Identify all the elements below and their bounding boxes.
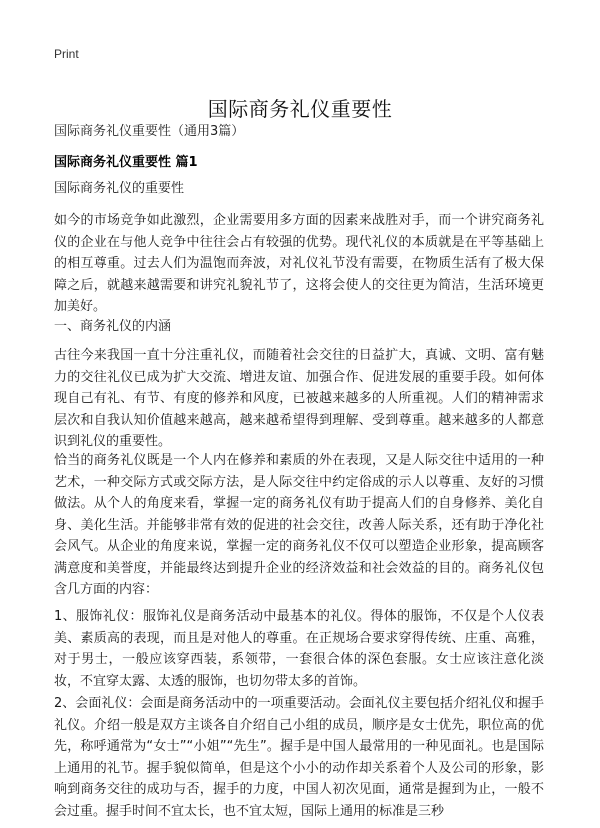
section-heading: 国际商务礼仪重要性 篇1 bbox=[54, 155, 198, 170]
paragraph-subheading: 一、商务礼仪的内涵 bbox=[54, 319, 172, 334]
paragraph-body: 恰当的商务礼仪既是一个人内在修养和素质的外在表现，又是人际交往中适用的一种艺术，一种交际方式或交际方法，是人际交往中约定俗成的示人以尊重、友好的习惯做法。从个人的角度来看，掌握一定的商务礼仪有助于提高人们的自身修养、美化自身、美化生活。并能够非常有效的促进的社会交往，改善人际关系，还有助于净化社会风气。从企业的角度来说，掌握一定的商务礼仪不仅可以塑造企业形象，提高顾客满意度和美誉度，并能最终达到提升企业的经济效益和社会效益的目的。商务礼仪包含几方面的内容： bbox=[54, 453, 544, 597]
paragraph-list-item: 2、会面礼仪：会面是商务活动中的一项重要活动。会面礼仪主要包括介绍礼仪和握手礼仪。介绍一般是双方主谈各自介绍自己小组的成员，顺序是女士优先，职位高的优先，称呼通常为“女士”“小姐”“先生”。握手是中国人最常用的一种见面礼。也是国际上通用的礼节。握手貌似简单，但是这个小小的动作却关系着个人及公司的形象，影响到商务交往的成功与否，握手的力度，中国人初次见面，通常是握到为止，一般不会过重。握手时间不宜太长，也不宜太短，国际上通用的标准是三秒 bbox=[54, 696, 544, 819]
paragraph-intro-heading: 国际商务礼仪的重要性 bbox=[54, 181, 185, 196]
print-link[interactable]: Print bbox=[54, 47, 79, 61]
paragraph-body: 如今的市场竞争如此激烈，企业需要用多方面的因素来战胜对手，而一个讲究商务礼仪的企业在与他人竞争中往往会占有较强的优势。现代礼仪的本质就是在平等基础上的相互尊重。过去人们为温饱而奔波，对礼仪礼节没有需要，在物质生活有了极大保障之后，就越来越需要和讲究礼貌礼节了，这将会使人的交往更为简洁，生活环境更加美好。 bbox=[54, 213, 544, 314]
page-title: 国际商务礼仪重要性 bbox=[207, 97, 393, 122]
paragraph-body: 古往今来我国一直十分注重礼仪，而随着社会交往的日益扩大，真诚、文明、富有魅力的交往礼仪已成为扩大交流、增进友谊、加强合作、促进发展的重要手段。如何体现自己有礼、有节、有度的修养和风度，已被越来越多的人所重视。人们的精神需求层次和自我认知价值越来越高，越来越希望得到理解、受到尊重。越来越多的人都意识到礼仪的重要性。 bbox=[54, 348, 544, 449]
paragraph-list-item: 1、服饰礼仪：服饰礼仪是商务活动中最基本的礼仪。得体的服饰，不仅是个人仪表美、素质高的表现，而且是对他人的尊重。在正规场合要求穿得传统、庄重、高雅，对于男士，一般应该穿西装，系领带，一套很合体的深色套服。女士应该注意化淡妆，不宜穿太露、太透的服饰，也切勿带太多的首饰。 bbox=[54, 609, 544, 689]
document-subtitle: 国际商务礼仪重要性（通用3篇） bbox=[54, 124, 245, 139]
